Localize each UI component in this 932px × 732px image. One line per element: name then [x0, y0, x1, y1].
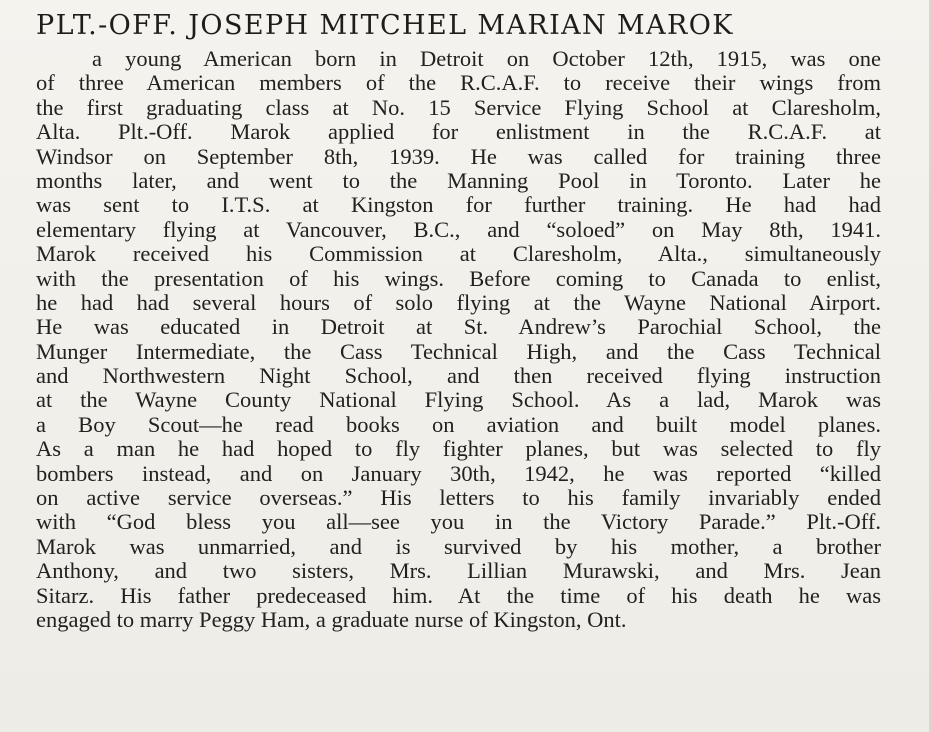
memorial-heading: PLT.-OFF. JOSEPH MITCHEL MARIAN MAROK [36, 10, 734, 41]
text-line: he had had several hours of solo flying at the Wayne National Airport. [36, 289, 881, 315]
text-line: was sent to I.T.S. at Kingston for further training. He had had [36, 192, 881, 218]
text-line: Anthony, and two sisters, Mrs. Lillian Murawski, and Mrs. Jean [36, 558, 881, 584]
text-line: months later, and went to the Manning Pool in Toronto. Later he [36, 167, 881, 193]
text-line: Alta. Plt.-Off. Marok applied for enlistment in the R.C.A.F. at [36, 119, 881, 145]
text-line: with the presentation of his wings. Before coming to Canada to enlist, [36, 265, 881, 291]
text-line: He was educated in Detroit at St. Andrew’s Parochial School, the [36, 314, 881, 340]
text-line: at the Wayne County National Flying School. As a lad, Marok was [36, 387, 881, 413]
text-line: Marok was unmarried, and is survived by his mother, a brother [36, 533, 881, 559]
text-line: bombers instead, and on January 30th, 1942, he was reported “killed [36, 460, 881, 486]
memorial-paragraph [36, 47, 881, 632]
text-line: Marok received his Commission at Claresholm, Alta., simultaneously [36, 241, 881, 267]
text-line: elementary flying at Vancouver, B.C., and “soloed” on May 8th, 1941. [36, 216, 881, 242]
text-line: Munger Intermediate, the Cass Technical High, and the Cass Technical [36, 338, 881, 364]
text-line: a young American born in Detroit on October 12th, 1915, was one [92, 46, 881, 71]
text-line: of three American members of the R.C.A.F. to receive their wings from [36, 70, 881, 96]
text-line: As a man he had hoped to fly fighter planes, but was selected to fly [36, 436, 881, 462]
text-line: engaged to marry Peggy Ham, a graduate nurse of Kingston, Ont. [36, 606, 627, 632]
text-line: the first graduating class at No. 15 Service Flying School at Claresholm, [36, 94, 881, 120]
text-line: Windsor on September 8th, 1939. He was called for training three [36, 143, 881, 169]
text-line: with “God bless you all—see you in the Victory Parade.” Plt.-Off. [36, 509, 881, 535]
text-line: and Northwestern Night School, and then received flying instruction [36, 363, 881, 389]
text-line: a Boy Scout—he read books on aviation and built model planes. [36, 411, 881, 437]
text-line: Sitarz. His father predeceased him. At the time of his death he was [36, 582, 881, 608]
text-line: on active service overseas.” His letters to his family invariably ended [36, 485, 881, 511]
